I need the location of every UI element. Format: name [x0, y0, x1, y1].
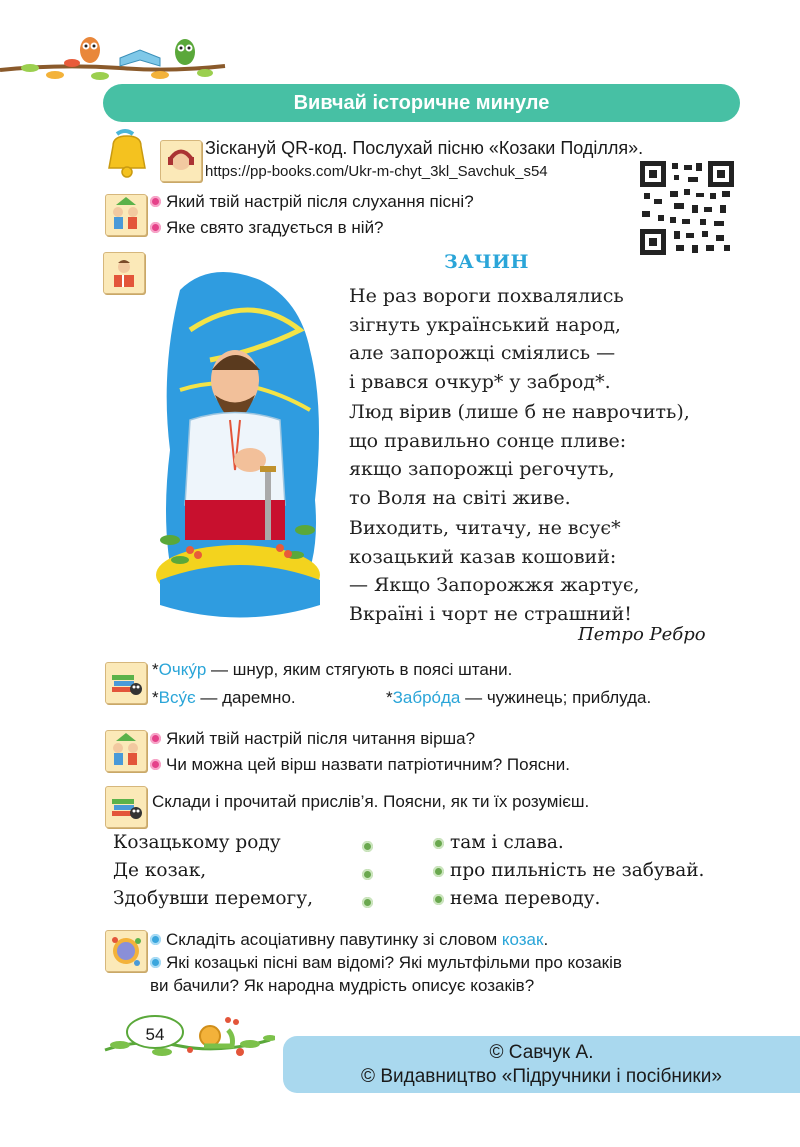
- copyright-publisher: © Видавництво «Підручники і посібники»: [361, 1066, 722, 1087]
- glossary-term: Всу́є: [158, 688, 196, 707]
- proverb-left-item: Де козак,: [113, 860, 207, 881]
- proverb-left-column: [113, 829, 313, 913]
- poem-line: Виходить, читачу, не всує*: [349, 517, 621, 539]
- keyword: козак: [501, 930, 544, 949]
- match-dot-icon[interactable]: [362, 841, 373, 852]
- poem-line: і рвався очкур* у заброд*.: [349, 370, 611, 393]
- proverb-right-item: про пильність не забувай.: [433, 857, 704, 885]
- glossary-term: Очку́р: [158, 660, 207, 679]
- proverb-right-item: нема переводу.: [433, 885, 704, 913]
- stanza: [349, 282, 690, 396]
- copyright-box: [283, 1036, 800, 1093]
- qr-instruction: Зіскануй QR-код. Послухай пісню «Козаки Поділля».: [205, 138, 644, 158]
- proverbs-instruction: Склади і прочитай прислів’я. Поясни, як ти їх розумієш.: [152, 792, 590, 811]
- poem-line: козацький казав кошовий:: [349, 545, 617, 568]
- proverb-left-item: Здобувши перемогу,: [113, 888, 313, 909]
- proverb-left-dots: [362, 838, 373, 922]
- poem-body: [349, 282, 690, 628]
- stanza: [349, 398, 690, 512]
- bullet-icon: [150, 196, 161, 207]
- poem-line: Вкраїні і чорт не страшний!: [349, 602, 632, 625]
- qr-url-link[interactable]: https://pp-books.com/Ukr-m-chyt_3kl_Savchuk_s54: [205, 163, 548, 180]
- poem-line: зігнуть український народ,: [349, 313, 621, 336]
- glossary-line-2: *Всу́є — даремно.: [152, 688, 296, 707]
- group-task-1: Складіть асоціативну павутинку зі словом козак.: [150, 928, 548, 952]
- match-dot-icon[interactable]: [433, 894, 444, 905]
- read-note-icon: [103, 252, 145, 294]
- glossary-line-3: *Забро́да — чужинець; приблуда.: [386, 688, 652, 707]
- listen-note-icon: [160, 140, 202, 182]
- copyright-author: © Савчук А.: [489, 1042, 594, 1063]
- discuss-note-icon: [105, 730, 147, 772]
- poem-line: — Якщо Запорожжя жартує,: [349, 574, 640, 596]
- bullet-icon: [150, 733, 161, 744]
- glossary-note-icon: [105, 662, 147, 704]
- poem-line: що правильно сонце пливе:: [349, 429, 627, 452]
- group-task-2-cont: ви бачили? Як народна мудрість описує козаків?: [150, 976, 535, 995]
- poem-line: Не раз вороги похвалялись: [349, 285, 624, 307]
- match-dot-icon[interactable]: [362, 897, 373, 908]
- poem-author: Петро Ребро: [578, 624, 706, 645]
- section-banner: Вивчай історичне минуле: [103, 84, 740, 122]
- match-dot-icon[interactable]: [433, 866, 444, 877]
- bullet-icon: [150, 934, 161, 945]
- question-after-1: Який твій настрій після читання вірша?: [150, 727, 475, 751]
- qr-code[interactable]: [640, 161, 734, 255]
- bullet-icon: [150, 222, 161, 233]
- stanza: [349, 514, 690, 628]
- bell-icon: [103, 126, 155, 184]
- match-dot-icon[interactable]: [362, 869, 373, 880]
- group-task-2: Які козацькі пісні вам відомі? Які мультфільми про козаків: [150, 951, 622, 975]
- discuss-note-icon: [105, 194, 147, 236]
- glossary-term: Забро́да: [392, 688, 461, 707]
- poem-line: то Воля на світі живе.: [349, 486, 571, 509]
- match-dot-icon[interactable]: [433, 838, 444, 849]
- question-before-2: Яке свято згадується в ній?: [150, 216, 384, 240]
- question-after-2: Чи можна цей вірш назвати патріотичним? Поясни.: [150, 753, 570, 777]
- group-note-icon: [105, 930, 147, 972]
- bullet-icon: [150, 957, 161, 968]
- glossary-note-icon: [105, 786, 147, 828]
- page-number: 54: [145, 1025, 165, 1044]
- question-before-1: Який твій настрій після слухання пісні?: [150, 190, 474, 214]
- proverb-right-column: [433, 829, 704, 913]
- branch-with-owls-icon: [0, 28, 230, 86]
- poem-line: якщо запорожці регочуть,: [349, 458, 615, 480]
- proverb-left-item: Козацькому роду: [113, 832, 281, 853]
- snail-icon: [100, 1010, 275, 1065]
- cossack-illustration: [150, 270, 325, 635]
- proverb-right-item: там і слава.: [433, 829, 704, 857]
- poem-line: але запорожці сміялись —: [349, 342, 616, 364]
- poem-line: Люд вірив (лише б не наврочить),: [349, 401, 690, 423]
- bullet-icon: [150, 759, 161, 770]
- poem-title: ЗАЧИН: [444, 251, 529, 273]
- glossary-line-1: *Очку́р — шнур, яким стягують в поясі штани.: [152, 660, 513, 679]
